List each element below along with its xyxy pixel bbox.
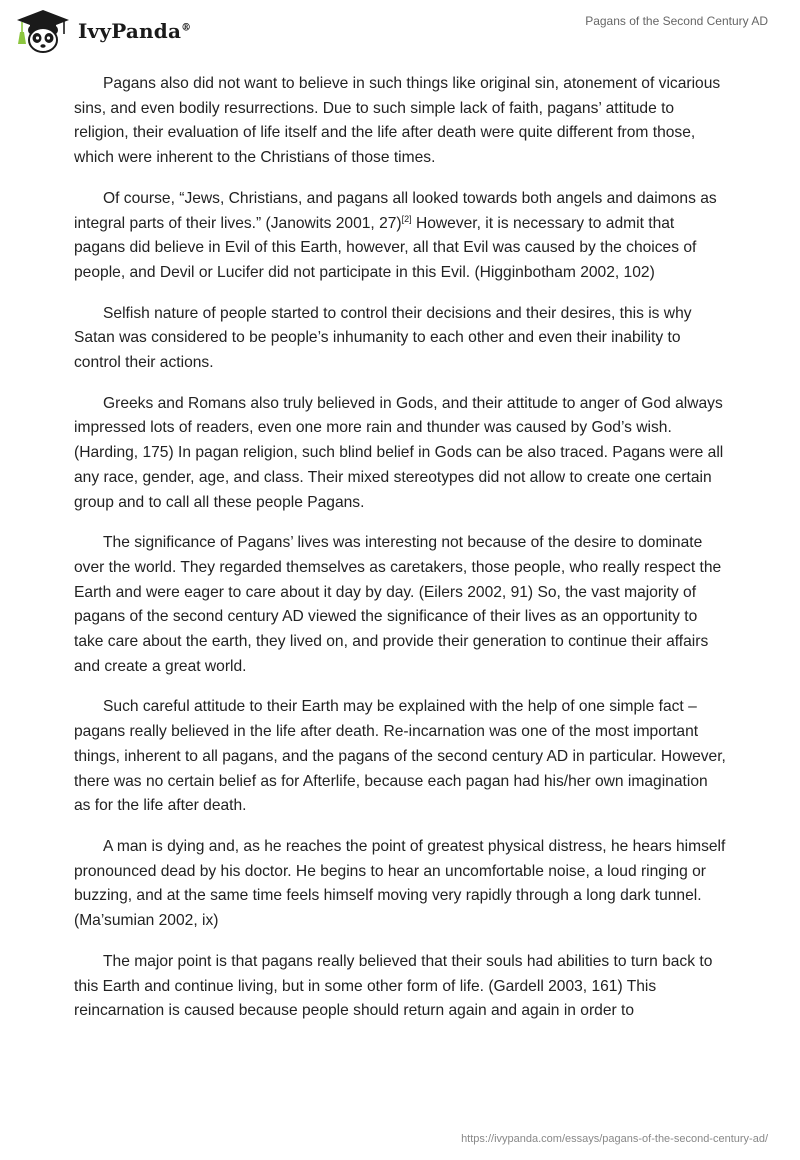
source-url[interactable]: https://ivypanda.com/essays/pagans-of-the-second-century-ad/ <box>461 1133 768 1145</box>
document-title: Pagans of the Second Century AD <box>585 14 768 28</box>
paragraph: Selfish nature of people started to control their decisions and their desires, this is why Satan was considered to be people’s inhumanity to each other and even their inability to control their actions. <box>74 304 692 372</box>
paragraph: Pagans also did not want to believe in such things like original sin, atonement of vicarious sins, and even bodily resurrections. Due to such simple lack of faith, pagans’ attitude to religion, their evaluation of life itself and the life after death were quite different from those, which were inherent to the Christians of those times. <box>74 75 721 167</box>
paragraph: Greeks and Romans also truly believed in Gods, and their attitude to anger of God always impressed lots of readers, even one more rain and thunder was caused by God’s wish. (Harding, 175) In pagan religion, such blind belief in Gods can be also traced. Pagans were all any race, gender, age, and class. Their mixed stereotypes did not allow to create one certain group and to call all these people Pagans. <box>74 394 724 511</box>
brand-logo[interactable] <box>14 8 191 54</box>
paragraph: The significance of Pagans’ lives was interesting not because of the desire to dominate over the world. They regarded themselves as caretakers, those people, who really respect the Earth and were eager to care about it day by day. (Eilers 2002, 91) So, the vast majority of pagans of the second century AD viewed the significance of their lives as an opportunity to take care about the earth, they lived on, and provide their generation to continue their affairs and create a great world. <box>74 534 722 675</box>
brand-name: IvyPanda® <box>78 19 192 43</box>
footnote-reference[interactable]: [2] <box>401 213 412 224</box>
paragraph: Such careful attitude to their Earth may be explained with the help of one simple fact – pagans really believed in the life after death. Re-incarnation was one of the most important things, inherent to all pagans, and the pagans of the second century AD in particular. However, there was no certain belief as for Afterlife, because each pagan had his/her own imagination as for the life after death. <box>74 698 726 815</box>
paragraph: The major point is that pagans really believed that their souls had abilities to turn back to this Earth and continue living, but in some other form of life. (Gardell 2003, 161) This reincarnation is caused because people should return again and again in order to <box>74 952 713 1020</box>
paragraph: Of course, “Jews, Christians, and pagans all looked towards both angels and daimons as integral parts of their lives.” (Janowits 2001, 27)[2] However, it is necessary to admit that pagans did believe in Evil of this Earth, however, all that Evil was caused by the choices of people, and Devil or Lucifer did not participate in this Evil. (Higginbotham 2002, 102) <box>74 189 717 281</box>
paragraph: A man is dying and, as he reaches the point of greatest physical distress, he hears himself pronounced dead by his doctor. He begins to hear an uncomfortable noise, a loud ringing or buzzing, and at the same time feels himself moving very rapidly through a long dark tunnel. (Ma’sumian 2002, ix) <box>74 837 726 930</box>
page-header <box>0 0 800 64</box>
essay-body <box>74 72 726 1040</box>
panda-graduate-icon <box>14 8 72 54</box>
